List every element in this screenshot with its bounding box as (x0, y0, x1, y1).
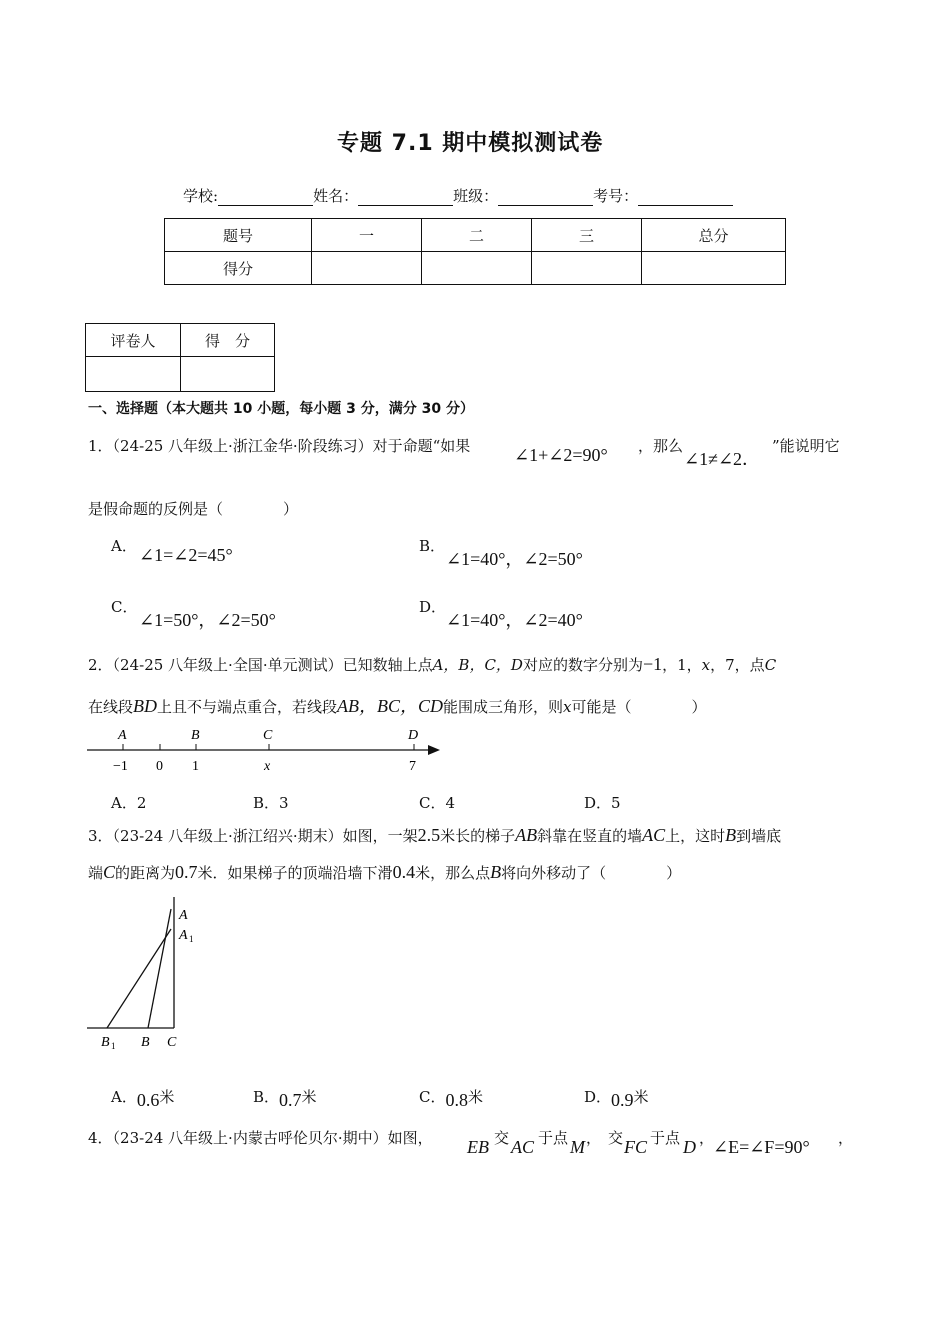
q2-text: 2．（24-25 八年级上·全国·单元测试）已知数轴上点 (88, 656, 433, 674)
fig-label-b: B (141, 1035, 150, 1050)
q1-option-d-label: D． (419, 598, 447, 616)
axis-number: −1 (113, 759, 128, 774)
q2-line2-d: 可能是（ ） (571, 698, 707, 716)
q1-text: 1．（24-25 八年级上·浙江金华·阶段练习）对于命题“如果 (88, 437, 471, 455)
q1-option-c-label: C． (111, 598, 138, 616)
score-table-header: 一 (312, 219, 422, 252)
q2-line2-a: 在线段 (88, 698, 134, 716)
q4-jiao2: 交 (608, 1129, 624, 1147)
question-4-line1: 4．（23-24 八年级上·内蒙古呼伦贝尔·期中）如图， (88, 1129, 433, 1147)
q4-m: M (570, 1137, 585, 1157)
q2-option-d: D．5 (584, 794, 621, 812)
fig-label-b1: B (101, 1035, 110, 1050)
q3-text-b: 米长的梯子 (440, 827, 516, 845)
q2-text-d: ，7，点 (710, 656, 765, 674)
q1-option-a: ∠1=∠2=45° (139, 545, 233, 565)
q3-option-b-value: 0.7 (279, 1090, 302, 1110)
score-cell (642, 252, 786, 285)
q3-option-c-value: 0.8 (445, 1090, 468, 1110)
axis-letter: C (263, 728, 273, 743)
q2-line2-c: 能围成三角形，则 (443, 698, 564, 716)
q2-segs: AB，BC，CD (337, 696, 444, 716)
grader-cell (181, 357, 275, 392)
grader-table (85, 323, 275, 392)
score-cell (422, 252, 532, 285)
q3-len: 2.5 (417, 825, 441, 845)
axis-letter: A (118, 728, 127, 743)
score-cell (532, 252, 642, 285)
q2-line2-b: 上且不与端点重合，若线段 (157, 698, 338, 716)
school-blank (218, 189, 313, 206)
q1-expr1: ∠1+∠2=90° (514, 445, 608, 465)
fig-label-a1-sub: 1 (189, 934, 194, 944)
q1-option-d: ∠1=40°，∠2=40° (446, 610, 583, 630)
question-3-line1 (88, 825, 781, 846)
fig-label-a1: A (179, 928, 188, 943)
q4-ac: AC (511, 1137, 535, 1157)
student-info-line (183, 185, 733, 206)
q3-option-b (253, 1086, 317, 1110)
q4-yudian2: 于点 (650, 1129, 681, 1147)
question-2-line2 (88, 692, 707, 718)
q3-option-d (584, 1086, 649, 1110)
question-3-line2 (88, 862, 681, 883)
q2-option-b: B．3 (253, 794, 289, 812)
q4-yudian1: 于点 (538, 1129, 569, 1147)
page-title: 专题 7.1 期中模拟测试卷 (337, 131, 604, 156)
score-table (164, 218, 786, 285)
q3-option-d-label: D． (584, 1088, 612, 1106)
question-1-line1 (88, 435, 470, 456)
q2-points: A，B，C，D (432, 656, 523, 674)
q3-option-d-unit: 米 (633, 1088, 649, 1106)
q3-option-c-unit: 米 (467, 1088, 483, 1106)
q4-comma2: ， (699, 1129, 715, 1147)
q1-expr2: ∠1≠∠2． (684, 449, 761, 469)
q3-option-a (111, 1086, 175, 1110)
q3-ab: AB (515, 825, 538, 845)
q3-b: B (725, 825, 737, 845)
exam-no-label: 考号： (593, 187, 639, 205)
grader-score-label: 得 分 (181, 324, 275, 357)
q4-comma1: ， (586, 1129, 602, 1147)
axis-letter: B (191, 728, 200, 743)
q1-option-b-label: B． (419, 537, 446, 555)
q3-text-c: 斜靠在竖直的墙 (537, 827, 643, 845)
q3-text: 3．（23-24 八年级上·浙江绍兴·期末）如图，一架 (88, 827, 418, 845)
school-label: 学校: (183, 187, 219, 205)
score-table-header: 题号 (165, 219, 312, 252)
q1-line2: 是假命题的反例是（ ） (88, 500, 299, 518)
q3-b2: B (490, 862, 502, 882)
q3-option-d-value: 0.9 (611, 1090, 634, 1110)
name-blank (358, 189, 453, 206)
q3-text-d: 上，这时 (665, 827, 726, 845)
q3-option-b-label: B． (253, 1088, 280, 1106)
q3-option-a-label: A． (111, 1088, 137, 1106)
q2-option-a: A．2 (111, 794, 147, 812)
q4-comma3: ， (838, 1129, 854, 1147)
q3-option-a-unit: 米 (159, 1088, 175, 1106)
question-2-line1 (88, 654, 776, 675)
axis-number: 7 (409, 759, 416, 774)
grader-cell (86, 357, 181, 392)
q3-line2-a: 端 (88, 864, 104, 882)
q3-d2: 0.4 (392, 862, 416, 882)
section-heading: 一、选择题（本大题共 10 小题，每小题 3 分，满分 30 分） (88, 401, 474, 417)
exam-no-blank (638, 189, 733, 206)
q4-d: D (683, 1137, 696, 1157)
q3-line2-e: 将向外移动了（ ） (501, 864, 682, 882)
fig-label-c: C (167, 1035, 177, 1050)
ladder-figure (85, 895, 215, 1055)
axis-number: 1 (192, 759, 199, 774)
q3-line2-c: 米．如果梯子的顶端沿墙下滑 (197, 864, 393, 882)
q3-line2-d: 米，那么点 (415, 864, 491, 882)
q2-text-b: 对应的数字分别为 (522, 656, 643, 674)
q2-bd: BD (133, 696, 158, 716)
q1-option-c: ∠1=50°，∠2=50° (139, 610, 276, 630)
grader-label: 评卷人 (86, 324, 181, 357)
score-row-label: 得分 (165, 252, 312, 285)
q2-x2: x (563, 698, 572, 716)
q1-option-a-label: A． (111, 537, 137, 555)
q4-fc: FC (624, 1137, 648, 1157)
axis-number: 0 (156, 759, 163, 774)
q2-x: x (701, 656, 711, 674)
q3-d1: 0.7 (175, 862, 198, 882)
q3-c: C (103, 862, 116, 882)
q3-text-e: 到墙底 (736, 827, 782, 845)
q2-c: C (764, 656, 777, 674)
score-table-header: 总分 (642, 219, 786, 252)
q4-angles: ∠E=∠F=90° (713, 1137, 810, 1157)
q3-line2-b: 的距离为 (115, 864, 176, 882)
q3-option-c-label: C． (419, 1088, 446, 1106)
name-label: 姓名： (313, 187, 359, 205)
q1-text-b: ，那么 (638, 437, 684, 455)
fig-label-b1-sub: 1 (111, 1041, 116, 1051)
score-table-header: 三 (532, 219, 642, 252)
q1-option-b: ∠1=40°，∠2=50° (446, 549, 583, 569)
q4-eb: EB (467, 1137, 489, 1157)
q1-text-c: ”能说明它 (772, 437, 840, 455)
q2-text-c: ，1， (662, 656, 702, 674)
q2-option-c: C．4 (419, 794, 456, 812)
q3-ac: AC (642, 825, 666, 845)
class-blank (498, 189, 593, 206)
q3-option-a-value: 0.6 (136, 1090, 160, 1110)
score-cell (312, 252, 422, 285)
q4-jiao1: 交 (494, 1129, 510, 1147)
score-table-header: 二 (422, 219, 532, 252)
number-line-figure (85, 722, 445, 780)
q3-option-b-unit: 米 (301, 1088, 317, 1106)
fig-label-a: A (179, 908, 188, 923)
class-label: 班级： (453, 187, 499, 205)
q3-option-c (419, 1086, 483, 1110)
axis-number: x (264, 759, 271, 774)
q2-minus1: −1 (642, 654, 663, 674)
axis-letter: D (408, 728, 419, 743)
